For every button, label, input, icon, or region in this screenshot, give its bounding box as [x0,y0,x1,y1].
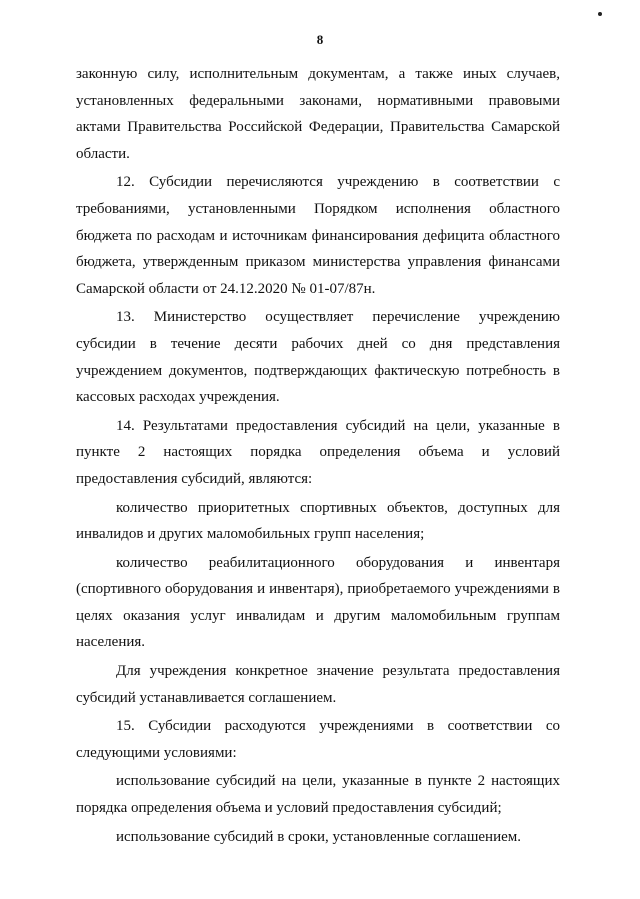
scan-speck [598,12,602,16]
paragraph-1: законную силу, исполнительным документам, а также иных случаев, установленных федеральными законами, нормативными правовыми актами Правительства Российской Федерации, Правительства Самарской области. [76,66,560,162]
paragraph-4: 14. Результатами предоставления субсидий на цели, указанные в пункте 2 настоящих порядка определения объема и условий предоставления субсидий, являются: [76,417,560,487]
paragraph-10: использование субсидий в сроки, установленные соглашением. [116,828,522,845]
paragraph-5: количество приоритетных спортивных объектов, доступных для инвалидов и других маломобильных групп населения; [76,499,560,543]
paragraph-8: 15. Субсидии расходуются учреждениями в соответствии со следующими условиями: [76,718,560,761]
paragraph-3: 13. Министерство осуществляет перечисление учреждению субсидии в течение десяти рабочих дней со дня представления учреждением документов, подтверждающих фактическую потребность в кассовых расходах учреждения. [76,309,560,406]
paragraph-2: 12. Субсидии перечисляются учреждению в соответствии с требованиями, установленными Порядком исполнения областного бюджета по расходам и источникам финансирования дефицита областного бюджета, утвержденным приказом министерства управления финансами Самарской области от 24.12.2020 № 01-07/87н. [76,174,560,297]
paragraph-7: Для учреждения конкретное значение результата предоставления субсидий устанавливается соглашением. [76,663,560,706]
page-number: 8 [316,32,324,47]
document-body [76,61,560,850]
paragraph-6: количество реабилитационного оборудования и инвентаря (спортивного оборудования и инвентаря), приобретаемого учреждениями в целях оказания услуг инвалидам и другим маломобильным группам населения. [76,554,560,651]
paragraph-9: использование субсидий на цели, указанные в пункте 2 настоящих порядка определения объема и условий предоставления субсидий; [76,773,560,817]
